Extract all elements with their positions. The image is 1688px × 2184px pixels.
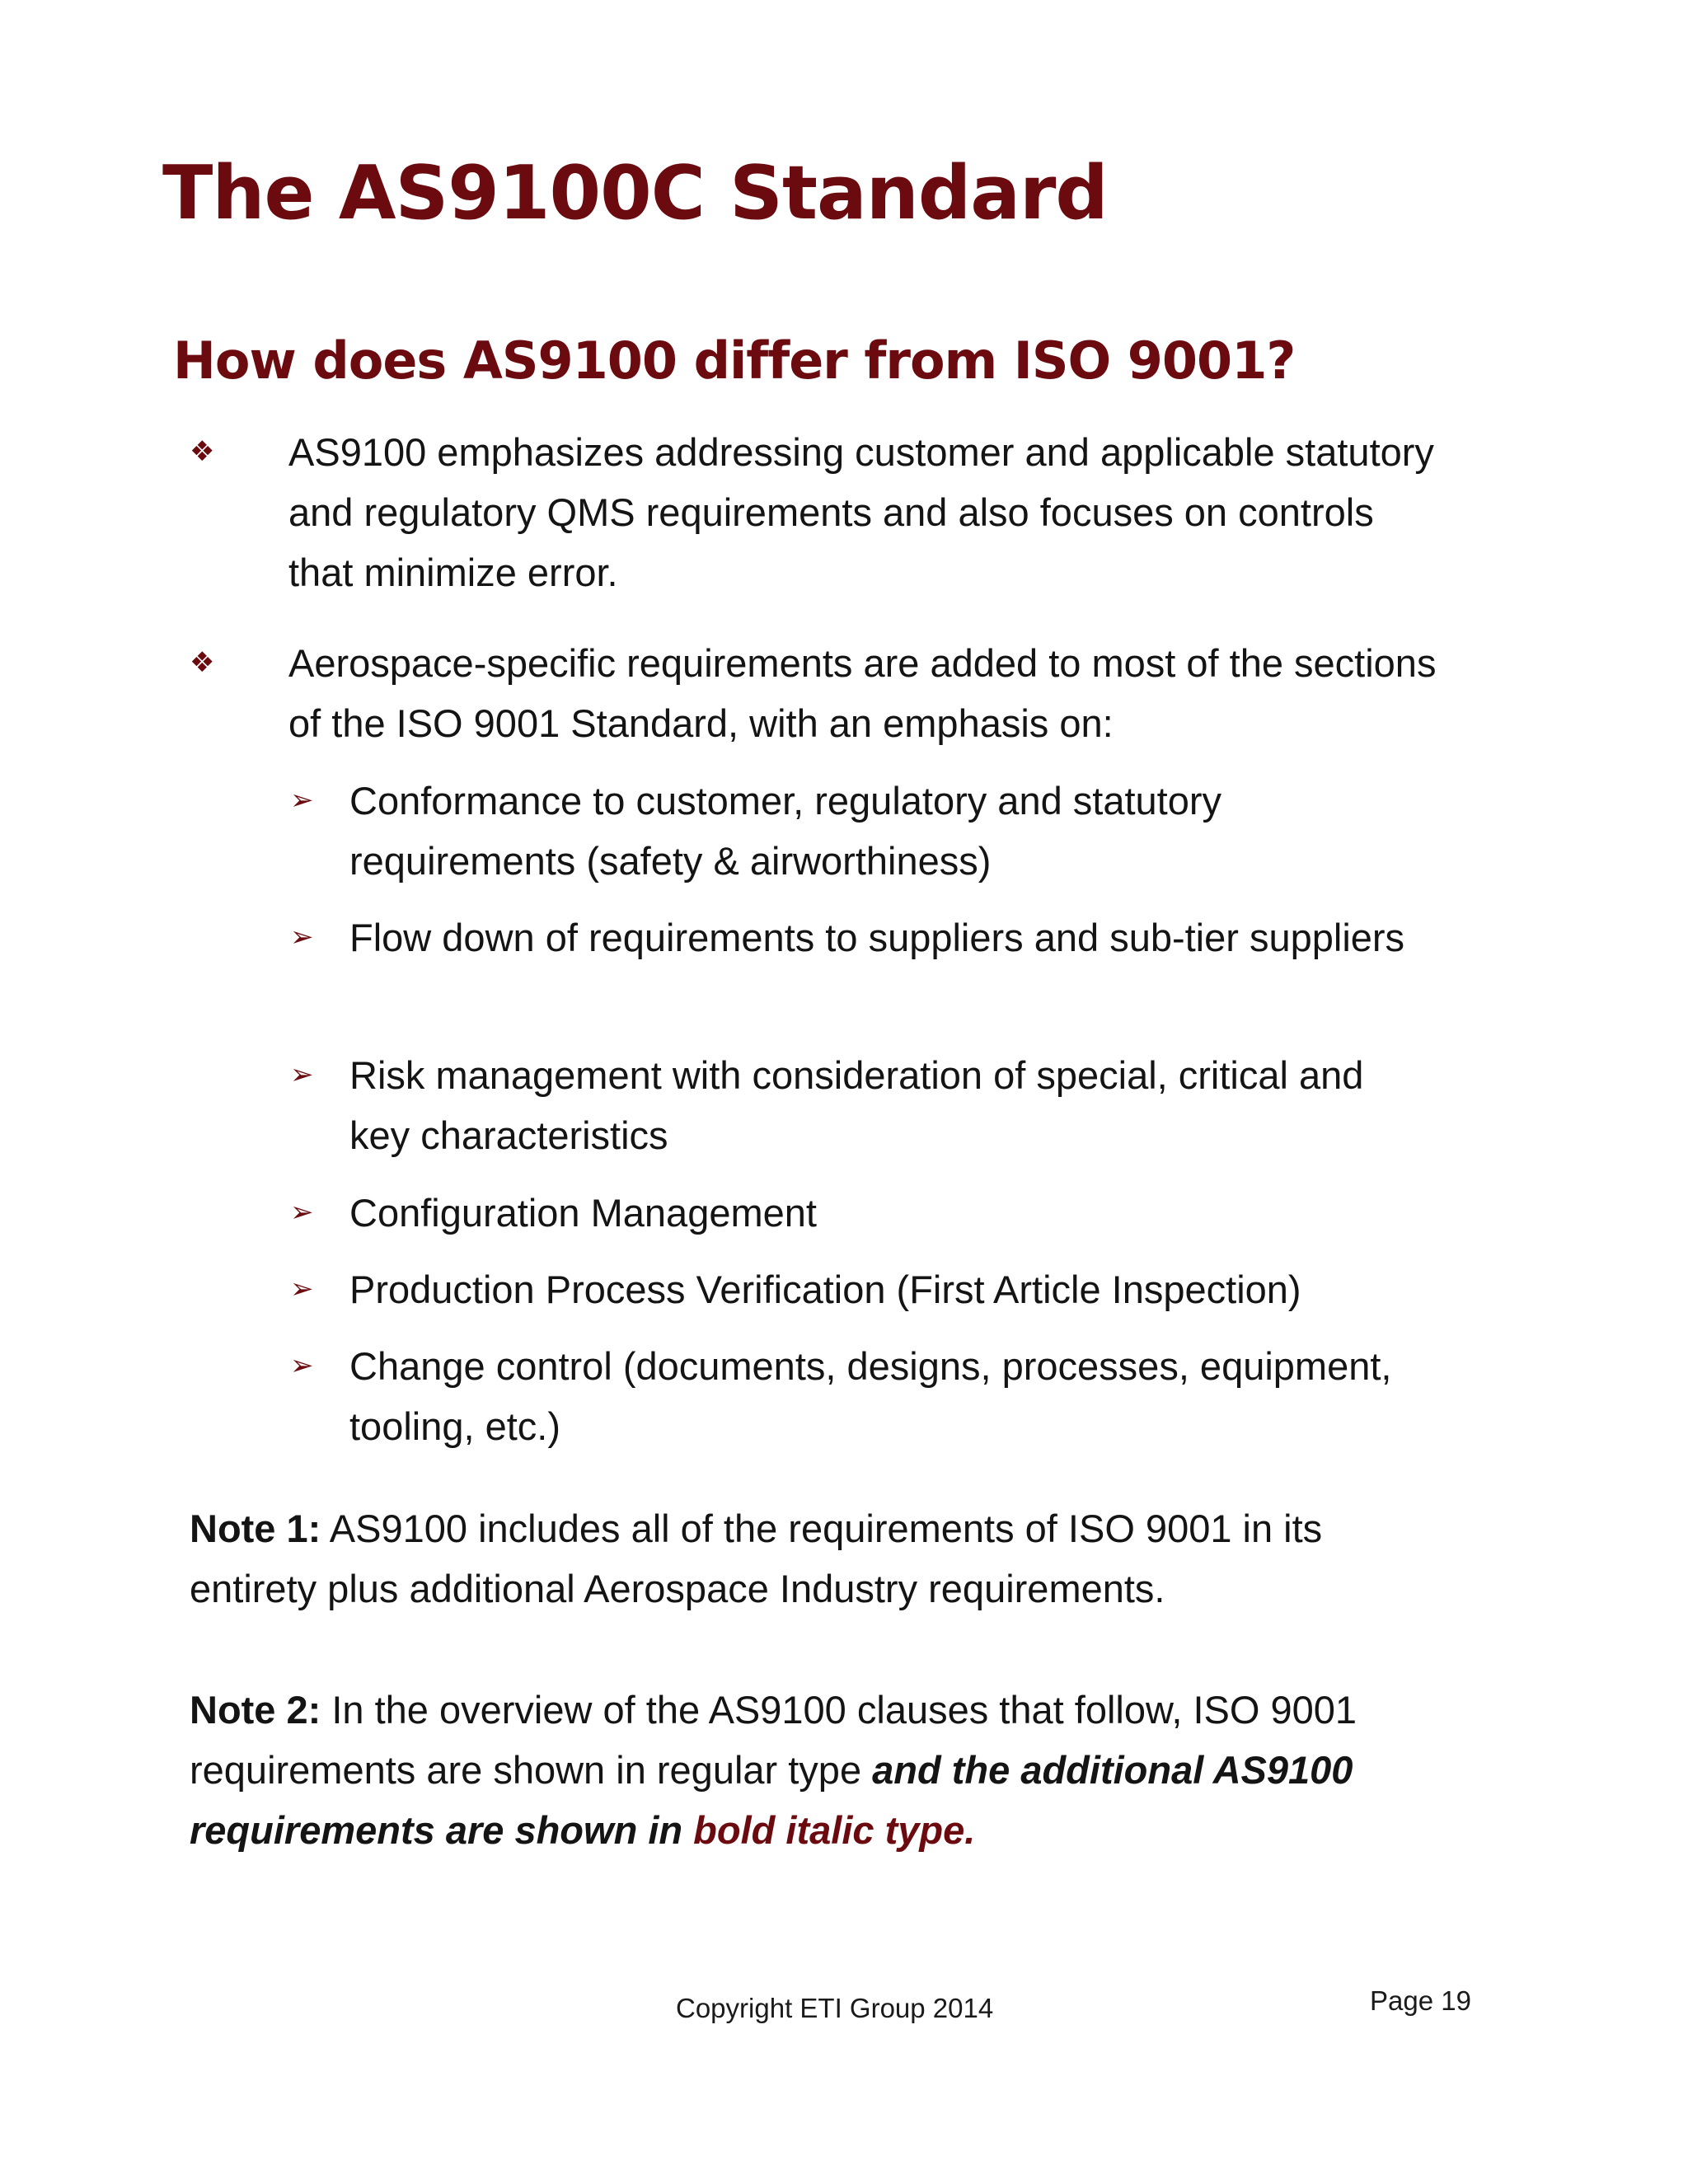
note-2 bbox=[190, 1680, 1442, 1860]
arrowhead-right-icon: ➢ bbox=[290, 921, 314, 953]
note-1 bbox=[190, 1498, 1442, 1619]
note-emphasis-colored: bold italic type. bbox=[693, 1808, 976, 1852]
note-text: AS9100 includes all of the requirements of ISO 9001 in its entirety plus additional Aerospace Industry requirements. bbox=[190, 1507, 1323, 1610]
arrowhead-right-icon: ➢ bbox=[290, 1273, 314, 1305]
sub-bullet-text: Change control (documents, designs, processes, equipment, tooling, etc.) bbox=[349, 1344, 1392, 1448]
arrowhead-right-icon: ➢ bbox=[290, 1197, 314, 1228]
diamond-four-icon: ❖ bbox=[190, 647, 215, 678]
sub-bullet-text: Conformance to customer, regulatory and statutory requirements (safety & airworthiness) bbox=[349, 779, 1222, 883]
bullet-text: Aerospace-specific requirements are added to most of the sections of the ISO 9001 Standard, with an emphasis on: bbox=[288, 641, 1437, 745]
sub-bullet-text: Flow down of requirements to suppliers and sub-tier suppliers bbox=[349, 916, 1405, 959]
footer-copyright: Copyright ETI Group 2014 bbox=[676, 1993, 994, 2023]
arrowhead-right-icon: ➢ bbox=[290, 1059, 314, 1090]
page-number: Page 19 bbox=[1370, 1985, 1471, 2016]
arrowhead-right-icon: ➢ bbox=[290, 785, 314, 816]
diamond-four-icon: ❖ bbox=[190, 436, 215, 467]
note-text: In the overview of the AS9100 clauses that follow, ISO 9001 requirements are shown in regular type bbox=[190, 1688, 1357, 1792]
sub-bullet-text: Risk management with consideration of special, critical and key characteristics bbox=[349, 1053, 1364, 1157]
sub-bullet-text: Production Process Verification (First Article Inspection) bbox=[349, 1268, 1301, 1311]
note-label: Note 2: bbox=[190, 1688, 321, 1732]
note-emphasis: and the additional AS9100 requirements are shown in bbox=[190, 1748, 1353, 1852]
arrowhead-right-icon: ➢ bbox=[290, 1350, 314, 1381]
section-heading: How does AS9100 differ from ISO 9001? bbox=[173, 330, 1296, 391]
sub-bullet-text: Configuration Management bbox=[349, 1191, 817, 1235]
note-label: Note 1: bbox=[190, 1507, 321, 1550]
bullet-text: AS9100 emphasizes addressing customer and applicable statutory and regulatory QMS requirements and also focuses on controls that minimize error. bbox=[288, 430, 1434, 594]
page-title: The AS9100C Standard bbox=[162, 150, 1108, 237]
